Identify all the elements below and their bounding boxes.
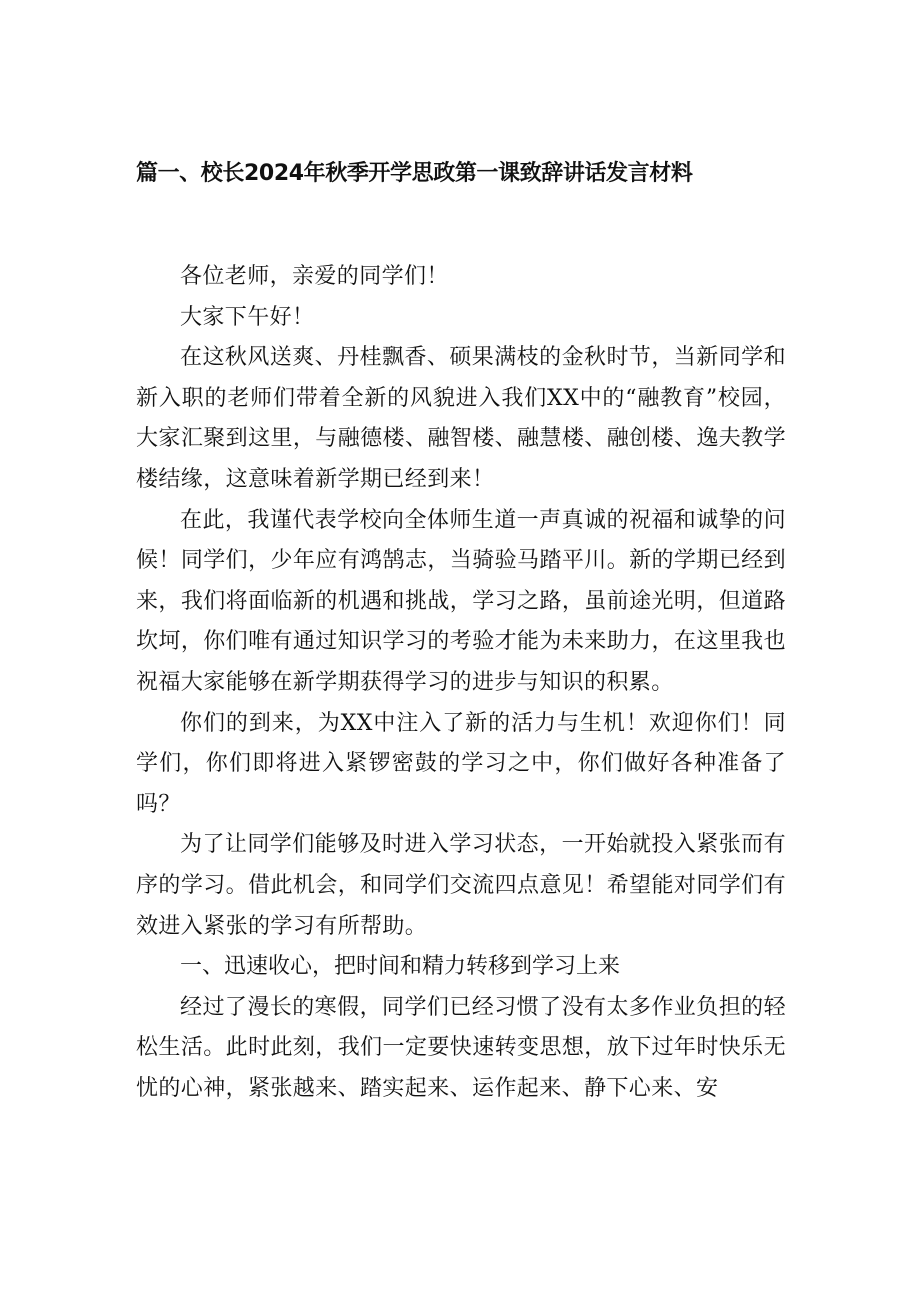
- greeting-paragraph: 大家下午好！: [180, 304, 315, 330]
- body-paragraph: 为了让同学们能够及时进入学习状态，一开始就投入紧张而有序的学习。借此机会，和同学们交流四点意见！希望能对同学们有效进入紧张的学习有所帮助。: [136, 832, 786, 939]
- body-paragraph: 在此，我谨代表学校向全体师生道一声真诚的祝福和诚挚的问候！同学们，少年应有鸿鹄志，当骑验马踏平川。新的学期已经到来，我们将面临新的机遇和挑战，学习之路，虽前途光明，但道路坎坷，你们唯有通过知识学习的考验才能为未来助力，在这里我也祝福大家能够在新学期获得学习的进步与知识的积累。: [136, 507, 786, 695]
- salutation-paragraph: 各位老师，亲爱的同学们！: [180, 264, 449, 289]
- body-paragraph: 在这秋风送爽、丹桂飘香、硕果满枝的金秋时节，当新同学和新入职的老师们带着全新的风貌进入我们XX中的“融教育”校园，大家汇聚到这里，与融德楼、融智楼、融慧楼、融创楼、逸夫教学楼结缘，这意味着新学期已经到来！: [136, 345, 786, 492]
- document-title: 篇一、校长2024年秋季开学思政第一课致辞讲话发言材料: [136, 161, 693, 186]
- section-heading: 一、迅速收心，把时间和精力转移到学习上来: [180, 954, 621, 980]
- body-paragraph: 你们的到来，为XX中注入了新的活力与生机！欢迎你们！同学们，你们即将进入紧锣密鼓的学习之中，你们做好各种准备了吗？: [136, 710, 786, 817]
- document-body: [136, 257, 786, 1109]
- section-paragraph: 经过了漫长的寒假，同学们已经习惯了没有太多作业负担的轻松生活。此时此刻，我们一定要快速转变思想，放下过年时快乐无忧的心神，紧张越来、踏实起来、运作起来、静下心来、安: [136, 994, 786, 1101]
